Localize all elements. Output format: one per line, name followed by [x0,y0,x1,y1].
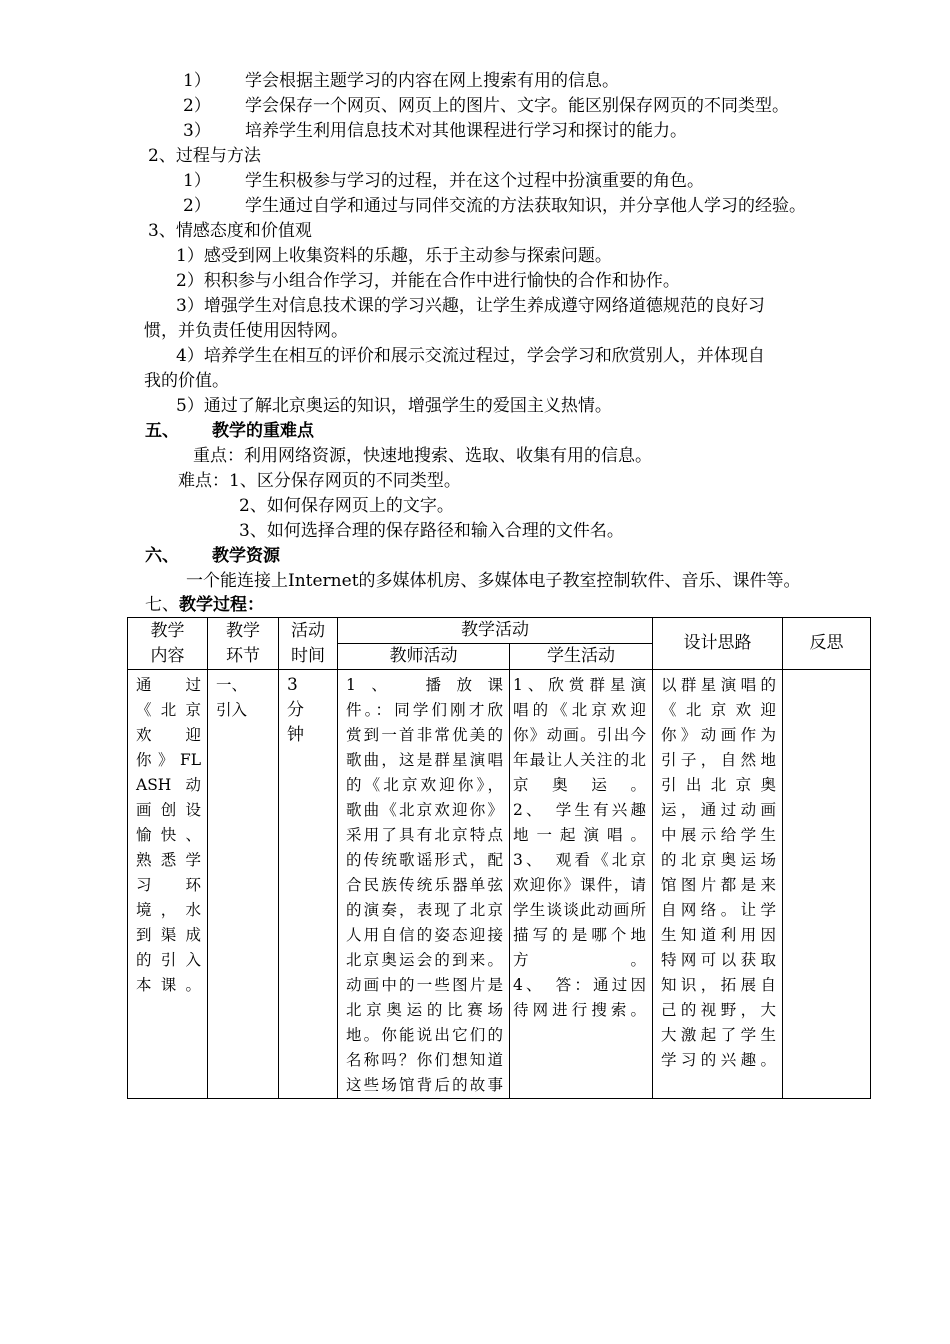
emotion-item-2: 2）积积参与小组合作学习，并能在合作中进行愉快的合作和协作。 [176,271,680,291]
cell-reflect [783,670,871,1099]
content-line: 熟悉学 [136,851,201,869]
cell-stage [208,670,279,1099]
key-point: 重点：利用网络资源，快速地搜索、选取、收集有用的信息。 [193,446,652,466]
content-line: 画创设 [136,801,201,819]
teacher-line: 的传统歌谣形式，配 [346,851,503,869]
header-design: 设计思路 [653,618,783,670]
design-line: 以群星演唱的 [661,676,776,694]
teacher-line: 动画中的一些图片是 [346,976,503,994]
content-line: 愉快、 [136,826,201,844]
design-line: 中展示给学生 [661,826,776,844]
stage-line: 一、 [216,676,248,694]
teacher-line: 这些场馆背后的故事 [346,1076,503,1094]
header-content: 教学 内容 [128,618,208,670]
student-line: 京奥运。 [513,776,646,794]
difficulty-1: 难点：1、区分保存网页的不同类型。 [178,471,461,491]
design-line: 你》动画作为 [661,726,776,744]
emotion-item-1: 1）感受到网上收集资料的乐趣，乐于主动参与探索问题。 [176,246,612,266]
teacher-line: 1、 播放课 [346,676,503,694]
student-line: 描写的是哪个地 [513,926,646,944]
content-line: 通 过 [136,676,201,694]
student-line: 地一起演唱。 [513,826,646,844]
student-line: 年最让人关注的北 [513,751,646,769]
section-6-heading: 六、 教学资源 [145,546,280,566]
teacher-line: 北京奥运的比赛场 [346,1001,503,1019]
cell-teacher [338,670,510,1099]
student-line: 3、 观看《北京 [513,851,646,869]
teacher-line: 地。你能说出它们的 [346,1026,503,1044]
design-line: 学习的兴趣。 [661,1051,776,1069]
content-line: 本课。 [136,976,201,994]
header-teacher: 教师活动 [338,644,510,670]
design-line: 运，通过动画 [661,801,776,819]
difficulty-3: 3、如何选择合理的保存路径和输入合理的文件名。 [239,521,624,541]
design-line: 《北京欢迎 [661,701,776,719]
teacher-line: 的演奏，表现了北京 [346,901,503,919]
header-reflect: 反思 [783,618,871,670]
student-line: 1、欣赏群星演 [513,676,646,694]
content-line: 习 环 [136,876,201,894]
header-activity: 教学活动 [338,618,653,644]
student-line: 4、 答：通过因 [513,976,646,994]
cell-content [128,670,208,1099]
knowledge-item-2: 2） 学会保存一个网页、网页上的图片、文字。能区别保存网页的不同类型。 [183,96,789,116]
student-line: 你》动画。引出今 [513,726,646,744]
teacher-line: 采用了具有北京特点 [346,826,503,844]
content-line: 《北京 [136,701,201,719]
emotion-item-3: 3）增强学生对信息技术课的学习兴趣，让学生养成遵守网络道德规范的良好习 [176,296,765,316]
header-stage: 教学 环节 [208,618,279,670]
student-line: 2、 学生有兴趣 [513,801,646,819]
design-line: 大激起了学生 [661,1026,776,1044]
resources-text: 一个能连接上Internet的多媒体机房、多媒体电子教室控制软件、音乐、课件等。 [186,571,801,591]
emotion-item-4: 4）培养学生在相互的评价和展示交流过程过，学会学习和欣赏别人，并体现自 [176,346,765,366]
teacher-line: 合民族传统乐器单弦 [346,876,503,894]
emotion-item-3-cont: 惯，并负责任使用因特网。 [144,321,348,341]
student-line: 欢迎你》课件，请 [513,876,646,894]
process-item-1: 1） 学生积极参与学习的过程，并在这个过程中扮演重要的角色。 [183,171,704,191]
time-line: 3 [287,675,298,695]
teacher-line: 歌曲，这是群星演唱 [346,751,503,769]
design-line: 知识，拓展自 [661,976,776,994]
teacher-line: 人用自信的姿态迎接 [346,926,503,944]
content-line: 境，水 [136,901,201,919]
design-line: 的北京奥运场 [661,851,776,869]
cell-design [653,670,783,1099]
content-line: 的引入 [136,951,201,969]
teacher-line: 的《北京欢迎你》， [346,776,503,794]
design-line: 特网可以获取 [661,951,776,969]
time-line: 分 [287,700,304,720]
student-line: 唱的《北京欢迎 [513,701,646,719]
content-line: 你》FL [136,751,201,769]
header-time: 活动 时间 [279,618,338,670]
design-line: 己的视野，大 [661,1001,776,1019]
teacher-line: 赏到一首非常优美的 [346,726,503,744]
section-5-heading: 五、 教学的重难点 [145,421,314,441]
teacher-line: 件。：同学们刚才欣 [346,701,503,719]
student-line: 学生谈谈此动画所 [513,901,646,919]
design-line: 生知道利用因 [661,926,776,944]
student-line: 方。 [513,951,646,969]
knowledge-item-1: 1） 学会根据主题学习的内容在网上搜索有用的信息。 [183,71,619,91]
cell-student [510,670,653,1099]
difficulty-2: 2、如何保存网页上的文字。 [239,496,454,516]
content-line: ASH 动 [136,776,201,794]
teacher-line: 歌曲《北京欢迎你》 [346,801,503,819]
design-line: 引子，自然地 [661,751,776,769]
cell-time [279,670,338,1099]
stage-line: 引入 [216,701,248,719]
knowledge-item-3: 3） 培养学生利用信息技术对其他课程进行学习和探讨的能力。 [183,121,687,141]
design-line: 馆图片都是来 [661,876,776,894]
emotion-heading: 3、情感态度和价值观 [148,221,312,241]
section-7-heading: 七、教学过程： [145,595,264,615]
teacher-line: 名称吗？你们想知道 [346,1051,503,1069]
content-line: 欢 迎 [136,726,201,744]
design-line: 引出北京奥 [661,776,776,794]
design-line: 自网络。让学 [661,901,776,919]
teacher-line: 北京奥运会的到来。 [346,951,503,969]
time-line: 钟 [287,725,304,745]
teaching-process-table [127,617,871,1099]
student-line: 待网进行搜索。 [513,1001,646,1019]
process-heading: 2、过程与方法 [148,146,261,166]
emotion-item-4-cont: 我的价值。 [144,371,229,391]
header-student: 学生活动 [510,644,653,670]
content-line: 到渠成 [136,926,201,944]
emotion-item-5: 5）通过了解北京奥运的知识，增强学生的爱国主义热情。 [176,396,612,416]
process-item-2: 2） 学生通过自学和通过与同伴交流的方法获取知识，并分享他人学习的经验。 [183,196,806,216]
